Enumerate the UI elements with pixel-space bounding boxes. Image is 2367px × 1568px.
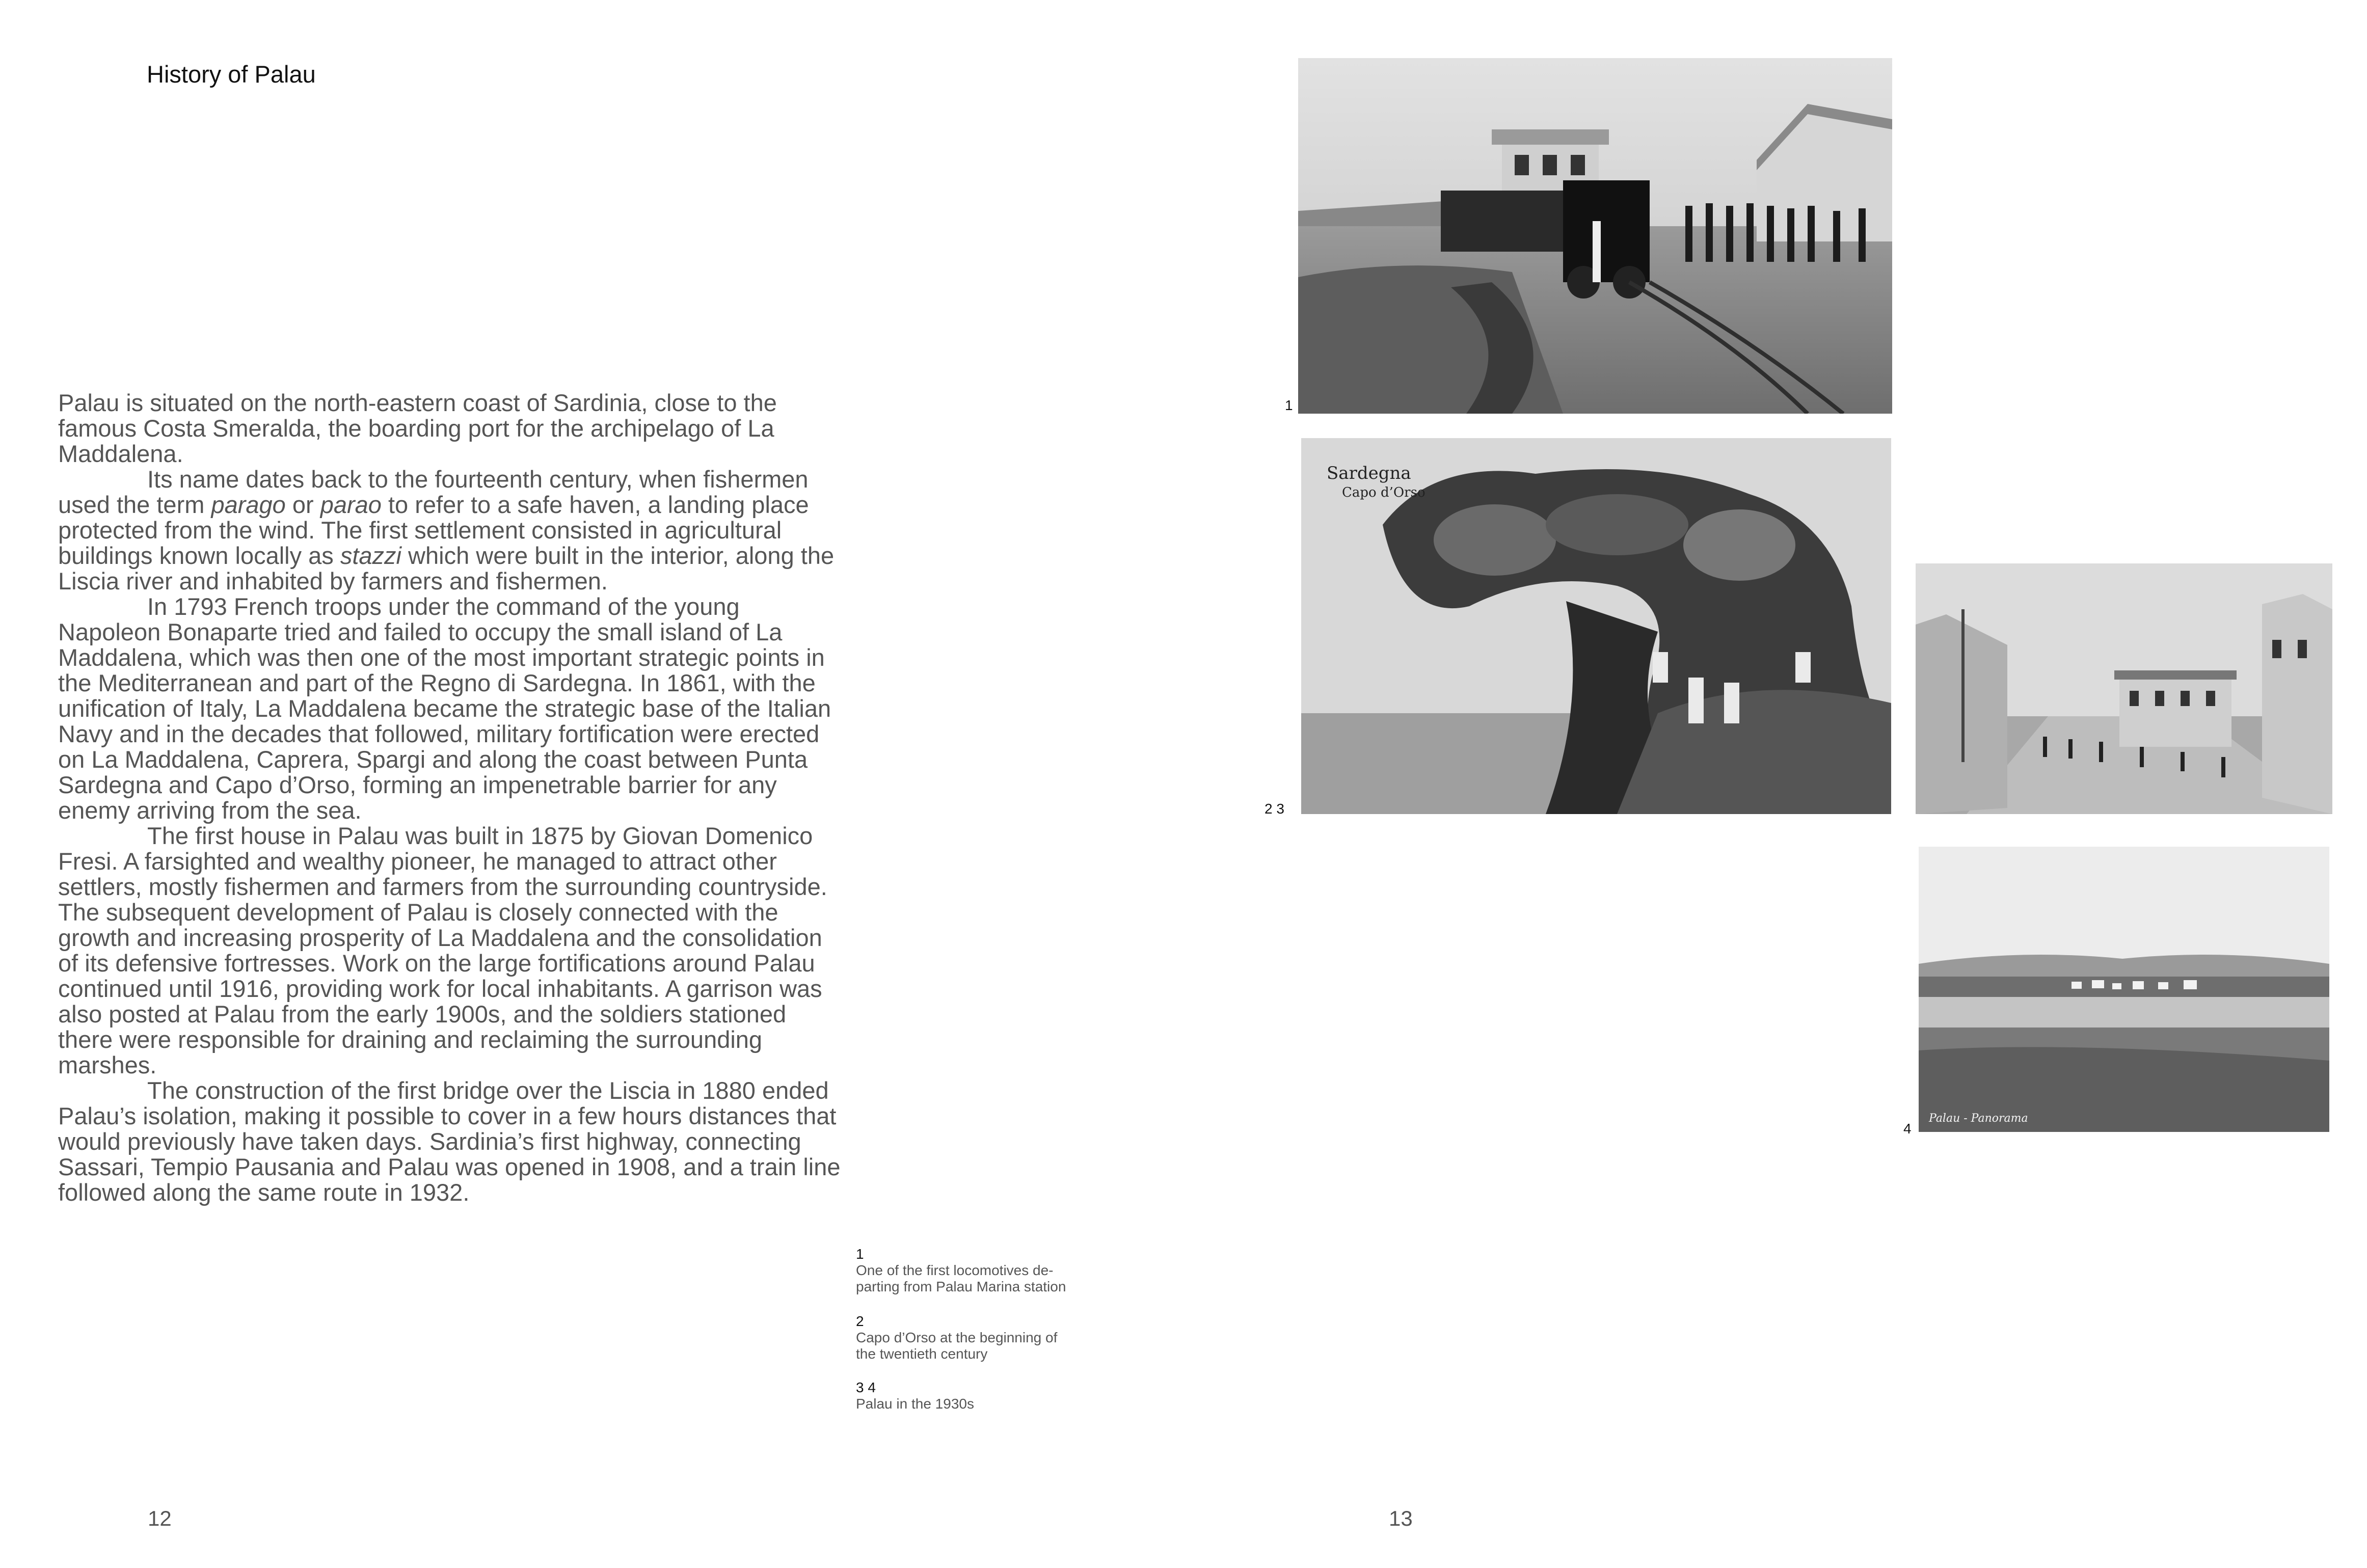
photo-palau-street — [1916, 563, 2332, 814]
italic-term: parao — [320, 491, 382, 518]
caption-2-number: 2 — [856, 1313, 864, 1329]
palau-street-image — [1916, 563, 2332, 814]
body-text — [58, 390, 843, 1205]
photo-palau-panorama — [1919, 847, 2329, 1132]
caption-1-number: 1 — [856, 1246, 864, 1262]
paragraph-text: Its name dates back to the fourteenth century, when fishermen used the term — [58, 466, 809, 518]
page-heading: History of Palau — [147, 61, 316, 88]
paragraph-text: which were built in the interior, along the Liscia river and inhabited by farmers and fishermen. — [58, 542, 835, 594]
body-paragraph — [58, 1078, 843, 1205]
caption-2-text: Capo d’Orso at the beginning of the twentieth century — [856, 1330, 1058, 1362]
caption-3-4 — [856, 1380, 1121, 1412]
paragraph-text: or — [285, 491, 320, 518]
body-paragraph — [58, 390, 843, 467]
postcard-panorama-caption: Palau - Panorama — [1929, 1112, 2028, 1125]
paragraph-text: The construction of the first bridge over the Liscia in 1880 ended Palau’s isolation, making it possible to cover in a few hours distances that would previously have taken days. Sardinia’s first highway, connecting Sassari, Tempio Pausania and Palau was opened in 1908, and a train line followed along the same route in 1932. — [58, 1077, 841, 1206]
caption-1-text: One of the first locomotives de- parting from Palau Marina station — [856, 1262, 1066, 1294]
body-paragraph — [58, 594, 843, 823]
palau-panorama-image — [1919, 847, 2329, 1132]
capo-dorso-image — [1301, 438, 1891, 814]
paragraph-text: The first house in Palau was built in 1875 by Giovan Domenico Fresi. A farsighted and wealthy pioneer, he managed to attract other settlers, mostly fishermen and farmers from the surrounding countryside. The subsequent development of Palau is closely connected with the growth and increasing prosperity of La Maddalena and the consolidation of its defensive fortresses. Work on the large fortifications around Palau continued until 1916, providing work for local inhabitants. A garrison was also posted at Palau from the early 1900s, and the soldiers stationed there were responsible for draining and reclaiming the surrounding marshes. — [58, 822, 827, 1078]
paragraph-text: Palau is situated on the north-eastern coast of Sardinia, close to the famous Costa Smeralda, the boarding port for the archipelago of La Maddalena. — [58, 389, 777, 467]
locomotive-image — [1298, 58, 1892, 414]
figure-label-2-3: 2 3 — [1265, 801, 1284, 817]
postcard-stamp-line2: Capo d’Orso — [1342, 485, 1425, 500]
italic-term: stazzi — [340, 542, 401, 569]
figure-label-1: 1 — [1285, 397, 1293, 413]
italic-term: parago — [211, 491, 286, 518]
caption-1 — [856, 1246, 1121, 1295]
postcard-stamp-line1: Sardegna — [1327, 463, 1411, 483]
body-paragraph — [58, 823, 843, 1078]
photo-capo-dorso — [1301, 438, 1891, 814]
figure-label-4: 4 — [1903, 1121, 1912, 1137]
page-number-left: 12 — [148, 1506, 172, 1530]
page-number-right: 13 — [1389, 1506, 1413, 1530]
caption-3-4-number: 3 4 — [856, 1380, 876, 1395]
photo-locomotive — [1298, 58, 1892, 414]
paragraph-text: to refer to a safe haven, a landing place protected from the wind. The first settlement consisted in agricultural buildings known locally as — [58, 491, 809, 569]
paragraph-text: In 1793 French troops under the command of the young Napoleon Bonaparte tried and failed to occupy the small island of La Maddalena, which was then one of the most important strategic points in the Mediterranean and part of the Regno di Sardegna. In 1861, with the unification of Italy, La Maddalena became the strategic base of the Italian Navy and in the decades that followed, military fortification were erected on La Maddalena, Caprera, Spargi and along the coast between Punta Sardegna and Capo d’Orso, forming an impenetrable barrier for any enemy arriving from the sea. — [58, 593, 831, 824]
body-paragraph — [58, 467, 843, 594]
caption-2 — [856, 1313, 1121, 1362]
caption-3-4-text: Palau in the 1930s — [856, 1396, 974, 1412]
